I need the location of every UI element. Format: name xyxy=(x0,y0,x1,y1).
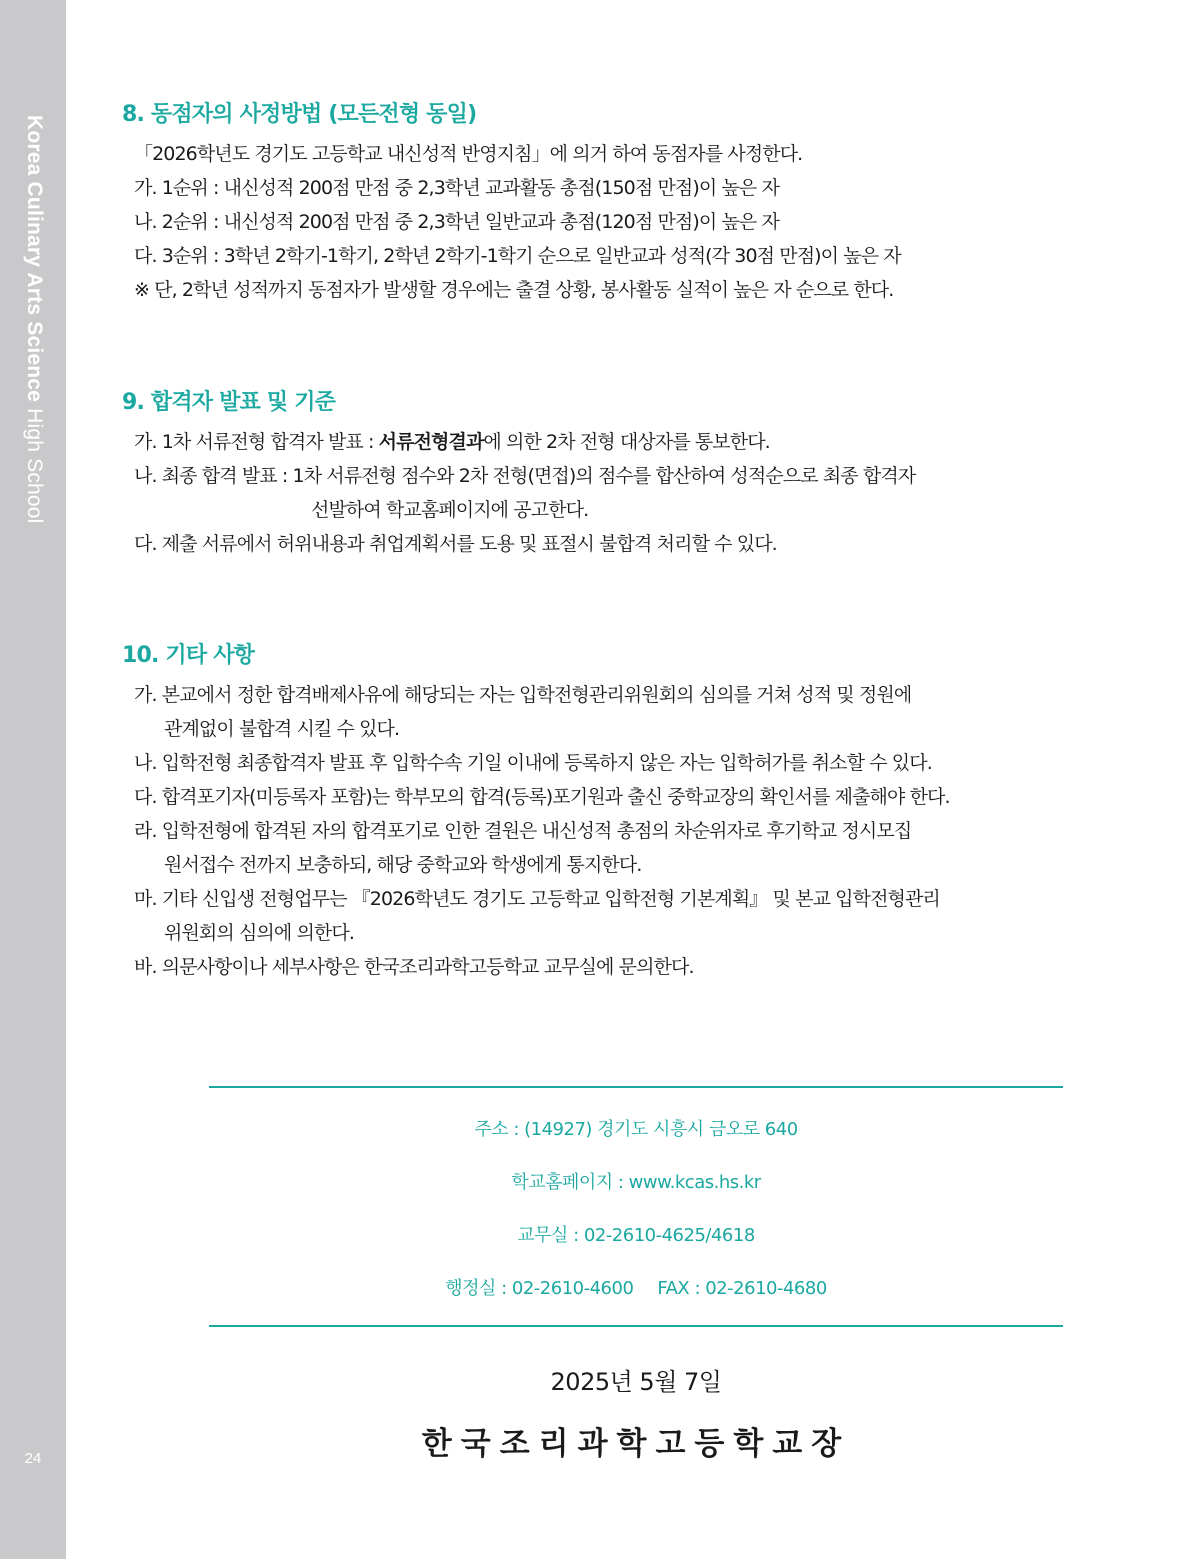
section-other-matters xyxy=(122,638,1122,984)
section-10-line: 라. 입학전형에 합격된 자의 합격포기로 인한 결원은 내신성적 총점의 차순위자로 후기학교 정시모집 xyxy=(134,820,912,842)
section-10-title: 10. 기타 사항 xyxy=(122,643,255,668)
contact-top-divider xyxy=(209,1086,1063,1088)
section-8-line: 나. 2순위 : 내신성적 200점 만점 중 2,3학년 일반교과 총점(120점 만점)이 높은 자 xyxy=(134,211,779,233)
section-10-line: 나. 입학전형 최종합격자 발표 후 입학수속 기일 이내에 등록하지 않은 자는 입학허가를 취소할 수 있다. xyxy=(134,752,932,774)
section-9-line-final: 나. 최종 합격 발표 : 1차 서류전형 점수와 2차 전형(면접)의 점수를 합산하여 성적순으로 최종 합격자 xyxy=(134,465,916,487)
section-10-line: 다. 합격포기자(미등록자 포함)는 학부모의 합격(등록)포기원과 출신 중학교장의 확인서를 제출해야 한다. xyxy=(134,786,950,808)
section-10-line-cont: 원서접수 전까지 보충하되, 해당 중학교와 학생에게 통지한다. xyxy=(164,854,642,876)
sidebar-school-name-light: High School xyxy=(23,402,46,524)
section-10-line: 마. 기타 신입생 전형업무는 『2026학년도 경기도 고등학교 입학전형 기본계획』 및 본교 입학전형관리 xyxy=(134,888,940,910)
contact-address: 주소 : (14927) 경기도 시흥시 금오로 640 xyxy=(474,1119,798,1140)
section-9-line-final-cont: 선발하여 학교홈페이지에 공고한다. xyxy=(311,499,589,521)
section-10-line-cont: 위원회의 심의에 의한다. xyxy=(164,922,354,944)
section-8-title: 8. 동점자의 사정방법 (모든전형 동일) xyxy=(122,102,477,127)
sidebar-school-name-bold: Korea Culinary Arts Science xyxy=(23,115,46,403)
sidebar xyxy=(0,0,66,1559)
section-9-line-first-round xyxy=(134,425,1122,459)
section-9-title: 9. 합격자 발표 및 기준 xyxy=(122,390,336,415)
section-8-line: 「2026학년도 경기도 고등학교 내신성적 반영지침」에 의거 하여 동점자를 사정한다. xyxy=(134,143,803,165)
contact-admin-office: 행정실 : 02-2610-4600 xyxy=(445,1278,634,1299)
section-8-line: 가. 1순위 : 내신성적 200점 만점 중 2,3학년 교과활동 총점(150점 만점)이 높은 자 xyxy=(134,177,779,199)
sidebar-school-name xyxy=(22,115,46,524)
section-9-line1-prefix: 가. 1차 서류전형 합격자 발표 : xyxy=(134,431,379,453)
section-9-body xyxy=(122,425,1122,561)
section-9-line-documents: 다. 제출 서류에서 허위내용과 취업계획서를 도용 및 표절시 불합격 처리할 수 있다. xyxy=(134,533,777,555)
section-8-line: 다. 3순위 : 3학년 2학기-1학기, 2학년 2학기-1학기 순으로 일반교과 성적(각 30점 만점)이 높은 자 xyxy=(134,245,901,267)
section-9-line1-bold: 서류전형결과 xyxy=(378,431,484,453)
section-8-line: ※ 단, 2학년 성적까지 동점자가 발생할 경우에는 출결 상황, 봉사활동 실적이 높은 자 순으로 한다. xyxy=(134,279,894,301)
section-tie-rules xyxy=(122,97,1122,307)
issue-date: 2025년 5월 7일 xyxy=(550,1368,722,1396)
contact-academic-office: 교무실 : 02-2610-4625/4618 xyxy=(517,1225,755,1246)
section-10-line-cont: 관계없이 불합격 시킬 수 있다. xyxy=(164,718,400,740)
page-number: 24 xyxy=(24,1450,42,1467)
contact-phone-fax xyxy=(209,1274,1063,1300)
section-9-line1-suffix: 에 의한 2차 전형 대상자를 통보한다. xyxy=(483,431,770,453)
contact-bottom-divider xyxy=(209,1325,1063,1327)
section-10-body xyxy=(122,678,1122,984)
principal-signature: 한국조리과학고등학교장 xyxy=(421,1426,851,1462)
section-10-line: 바. 의문사항이나 세부사항은 한국조리과학고등학교 교무실에 문의한다. xyxy=(134,956,694,978)
section-announcement xyxy=(122,385,1122,561)
section-10-line: 가. 본교에서 정한 합격배제사유에 해당되는 자는 입학전형관리위원회의 심의를 거쳐 성적 및 정원에 xyxy=(134,684,912,706)
contact-fax: FAX : 02-2610-4680 xyxy=(657,1278,827,1299)
section-8-body xyxy=(122,137,1122,307)
contact-homepage: 학교홈페이지 : www.kcas.hs.kr xyxy=(511,1172,761,1193)
